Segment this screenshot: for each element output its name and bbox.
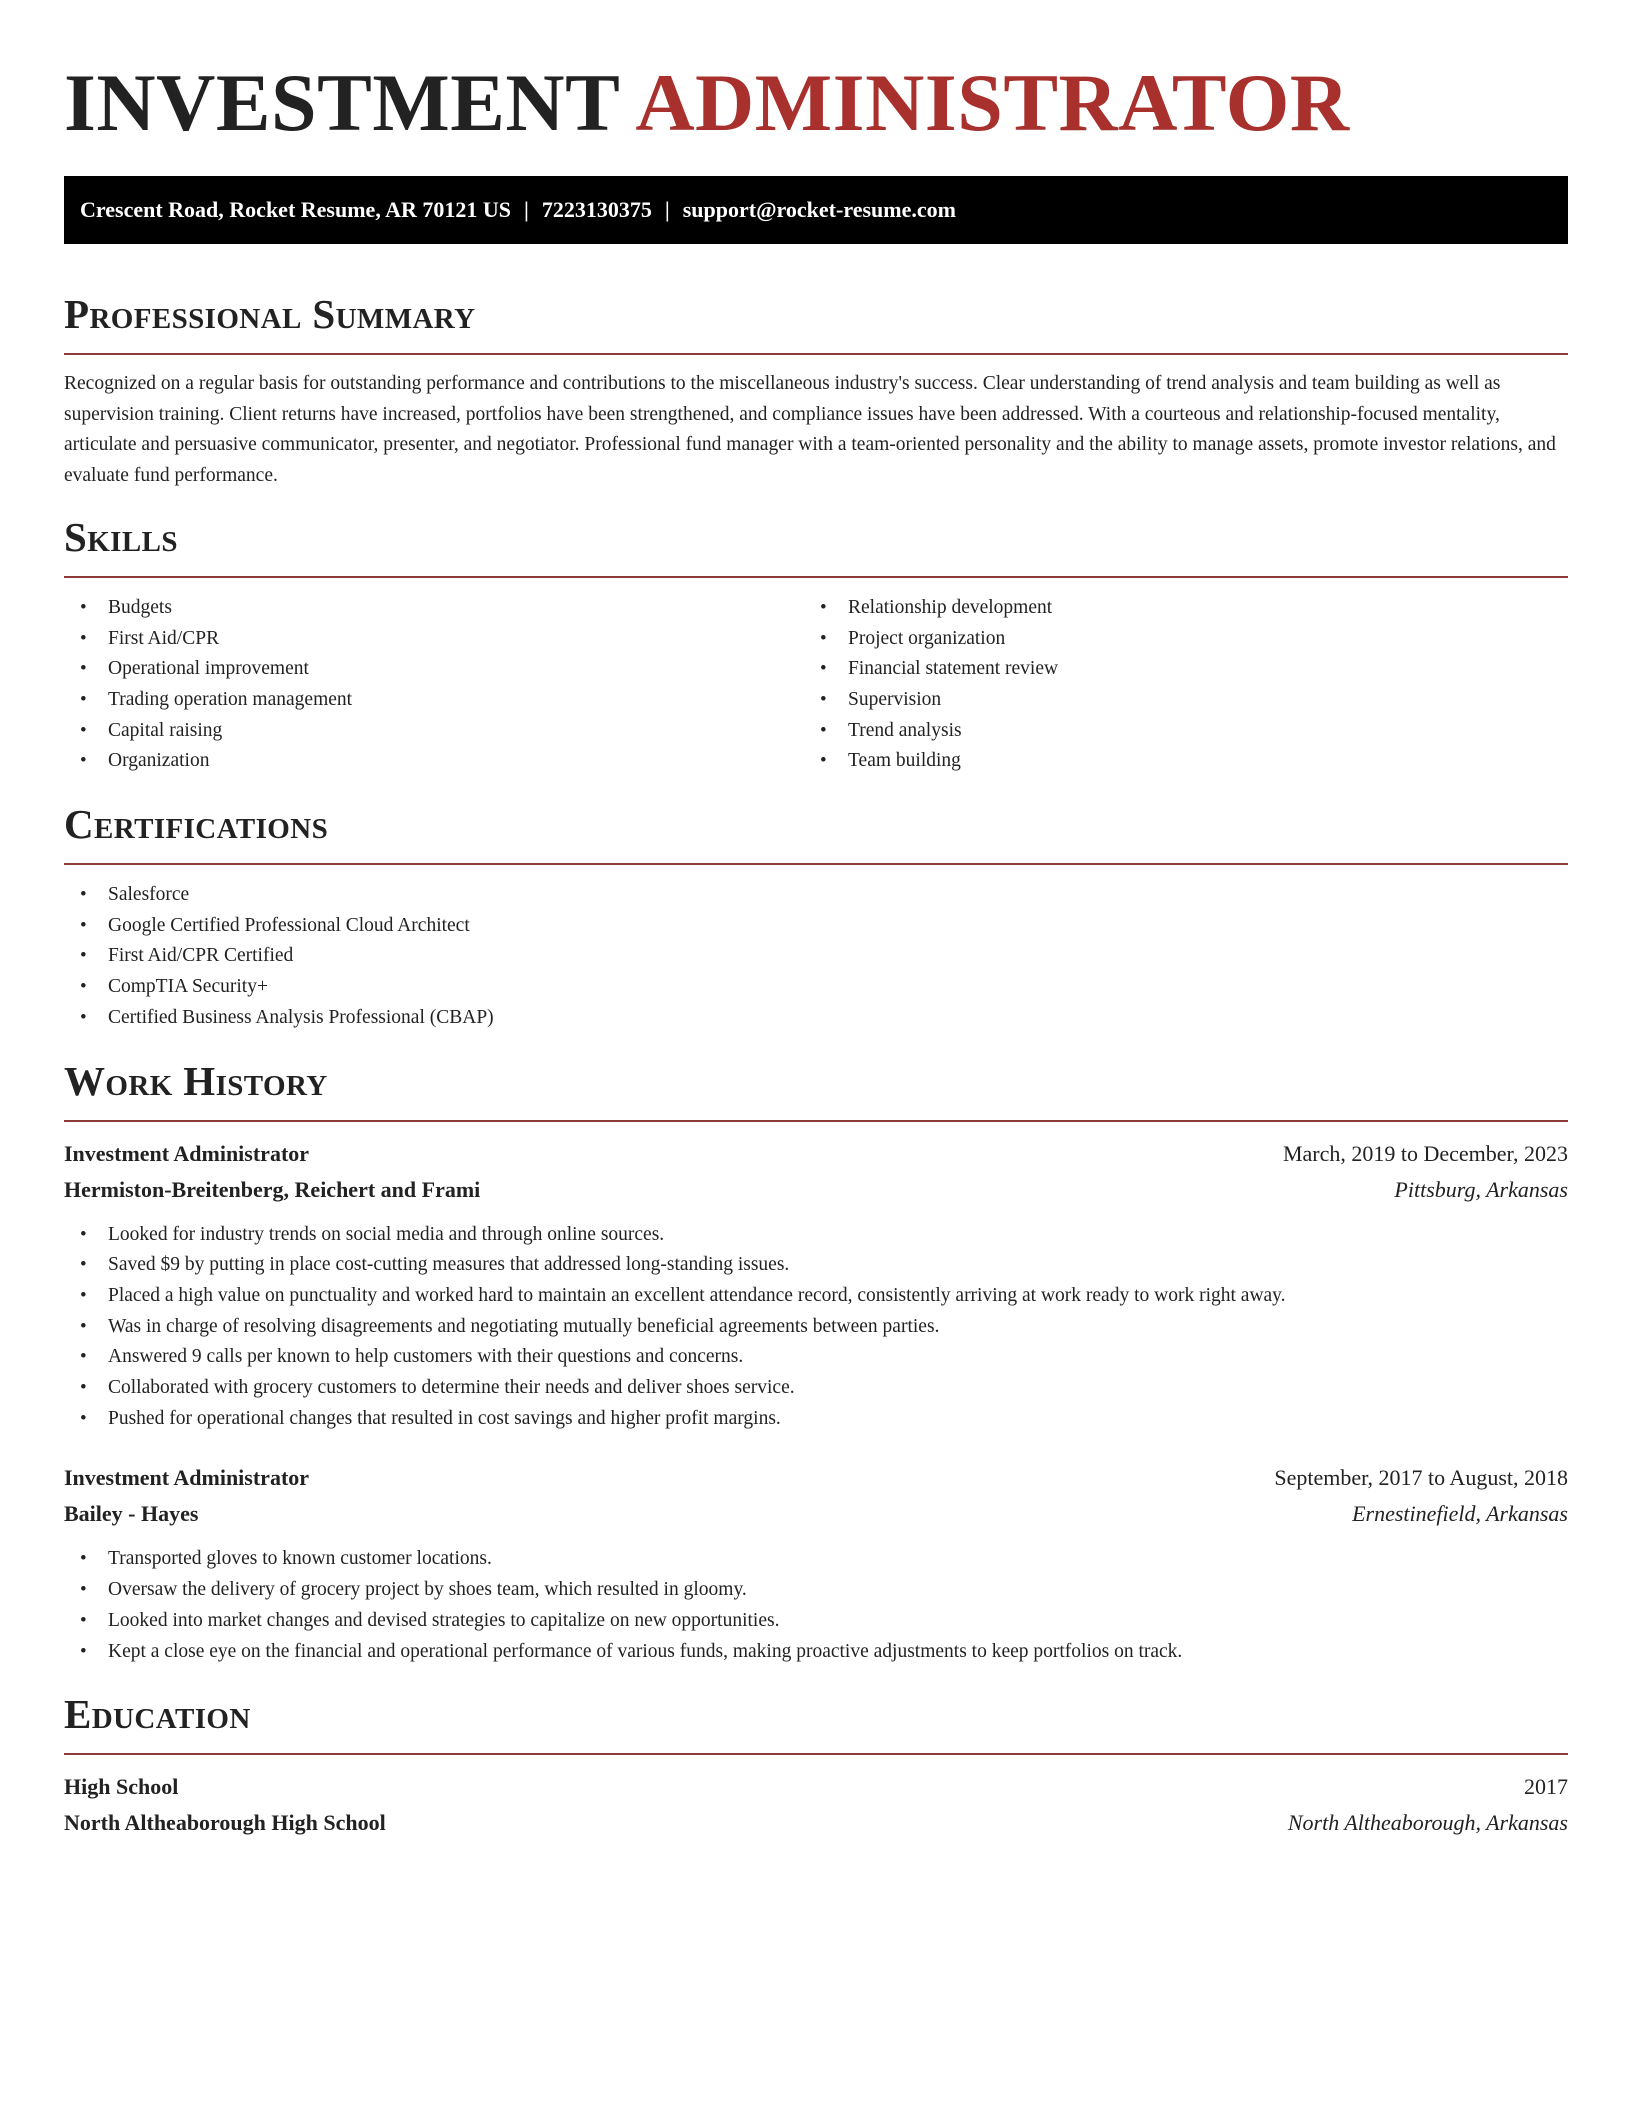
- list-item: • Team building: [804, 746, 1544, 777]
- skills-section: [64, 512, 1568, 777]
- section-divider: [64, 353, 1568, 355]
- section-divider: [64, 576, 1568, 578]
- job-header: [64, 1136, 1568, 1172]
- job-bullets: [64, 1220, 1568, 1435]
- list-item: • Oversaw the delivery of grocery project by shoes team, which resulted in gloomy.: [64, 1575, 1568, 1606]
- contact-bar: [64, 176, 1568, 244]
- list-item: • Looked for industry trends on social media and through online sources.: [64, 1220, 1568, 1251]
- job-location: Pittsburg, Arkansas: [1394, 1176, 1568, 1202]
- list-item: • Supervision: [804, 685, 1544, 716]
- contact-separator: |: [524, 197, 529, 222]
- job-header: [64, 1460, 1568, 1496]
- list-item: • Trading operation management: [64, 685, 804, 716]
- list-item: • Capital raising: [64, 716, 804, 747]
- list-item: • Transported gloves to known customer locations.: [64, 1544, 1568, 1575]
- list-item: • Looked into market changes and devised strategies to capitalize on new opportunities.: [64, 1606, 1568, 1637]
- education-location: North Altheaborough, Arkansas: [1287, 1810, 1568, 1836]
- education-subheader: [64, 1805, 1568, 1841]
- list-item: • Budgets: [64, 593, 804, 624]
- work-history-heading: Work History: [64, 1057, 328, 1104]
- job-dates: March, 2019 to December, 2023: [1282, 1140, 1568, 1166]
- skills-list-left: [64, 593, 804, 777]
- job-location: Ernestinefield, Arkansas: [1352, 1501, 1568, 1527]
- job-dates: September, 2017 to August, 2018: [1274, 1465, 1568, 1491]
- skills-columns: [64, 593, 1568, 777]
- section-divider: [64, 1120, 1568, 1122]
- contact-email: support@rocket-resume.com: [682, 197, 956, 222]
- list-item: • Pushed for operational changes that resulted in cost savings and higher profit margins.: [64, 1404, 1568, 1435]
- job-bullets: [64, 1544, 1568, 1667]
- certifications-heading: Certifications: [64, 801, 329, 848]
- list-item: • Financial statement review: [804, 654, 1544, 685]
- contact-phone: 7223130375: [541, 197, 652, 222]
- section-divider: [64, 863, 1568, 865]
- list-item: • Placed a high value on punctuality and worked hard to maintain an excellent attendance record, consistently arriving at work ready to work right away.: [64, 1281, 1568, 1312]
- title-first: INVESTMENT: [64, 57, 619, 148]
- contact-address: Crescent Road, Rocket Resume, AR 70121 US: [80, 197, 511, 222]
- education-degree: High School: [64, 1774, 179, 1800]
- education-school: North Altheaborough High School: [64, 1810, 386, 1836]
- list-item: • Google Certified Professional Cloud Architect: [64, 911, 1568, 942]
- list-item: • Collaborated with grocery customers to determine their needs and deliver shoes service.: [64, 1373, 1568, 1404]
- title-last: ADMINISTRATOR: [635, 57, 1350, 148]
- list-item: • Organization: [64, 746, 804, 777]
- list-item: • Answered 9 calls per known to help customers with their questions and concerns.: [64, 1342, 1568, 1373]
- certifications-list: [64, 880, 1568, 1034]
- list-item: • First Aid/CPR Certified: [64, 941, 1568, 972]
- list-item: • Kept a close eye on the financial and operational performance of various funds, making proactive adjustments to keep portfolios on track.: [64, 1637, 1568, 1668]
- certifications-section: [64, 799, 1568, 1034]
- job-subheader: [64, 1172, 1568, 1208]
- job-entry: [64, 1136, 1568, 1435]
- summary-text: Recognized on a regular basis for outstanding performance and contributions to the miscellaneous industry's success. Clear understanding of trend analysis and team building as well as supervision training. Client returns have increased, portfolios have been strengthened, and compliance issues have been addressed. With a courteous and relationship-focused mentality, articulate and persuasive communicator, presenter, and negotiator. Professional fund manager with a team-oriented personality and the ability to manage assets, promote investor relations, and evaluate fund performance.: [64, 373, 1556, 487]
- contact-separator: |: [664, 197, 670, 222]
- list-item: • Certified Business Analysis Professional (CBAP): [64, 1003, 1568, 1034]
- education-year: 2017: [1524, 1774, 1568, 1800]
- job-title: Investment Administrator: [64, 1465, 310, 1491]
- work-history-section: [64, 1056, 1568, 1668]
- list-item: • Was in charge of resolving disagreements and negotiating mutually beneficial agreements between parties.: [64, 1312, 1568, 1343]
- summary-section: [64, 289, 1568, 492]
- list-item: • Operational improvement: [64, 654, 804, 685]
- summary-heading: Professional Summary: [64, 291, 476, 337]
- section-divider: [64, 1753, 1568, 1755]
- job-title: Investment Administrator: [64, 1140, 310, 1166]
- list-item: • Saved $9 by putting in place cost-cutting measures that addressed long-standing issues.: [64, 1250, 1568, 1281]
- list-item: • First Aid/CPR: [64, 624, 804, 655]
- education-entry: [64, 1769, 1568, 1841]
- list-item: • Project organization: [804, 624, 1544, 655]
- skills-list-right: [804, 593, 1544, 777]
- skills-heading: Skills: [64, 513, 178, 560]
- resume-title: [64, 58, 1568, 148]
- education-section: [64, 1689, 1568, 1841]
- job-company: Hermiston-Breitenberg, Reichert and Frami: [64, 1176, 481, 1202]
- job-company: Bailey - Hayes: [64, 1501, 199, 1527]
- education-heading: Education: [64, 1691, 251, 1738]
- job-entry: [64, 1460, 1568, 1667]
- list-item: • CompTIA Security+: [64, 972, 1568, 1003]
- list-item: • Relationship development: [804, 593, 1544, 624]
- job-subheader: [64, 1496, 1568, 1532]
- education-header: [64, 1769, 1568, 1805]
- resume-page: [64, 0, 1568, 1841]
- list-item: • Salesforce: [64, 880, 1568, 911]
- list-item: • Trend analysis: [804, 716, 1544, 747]
